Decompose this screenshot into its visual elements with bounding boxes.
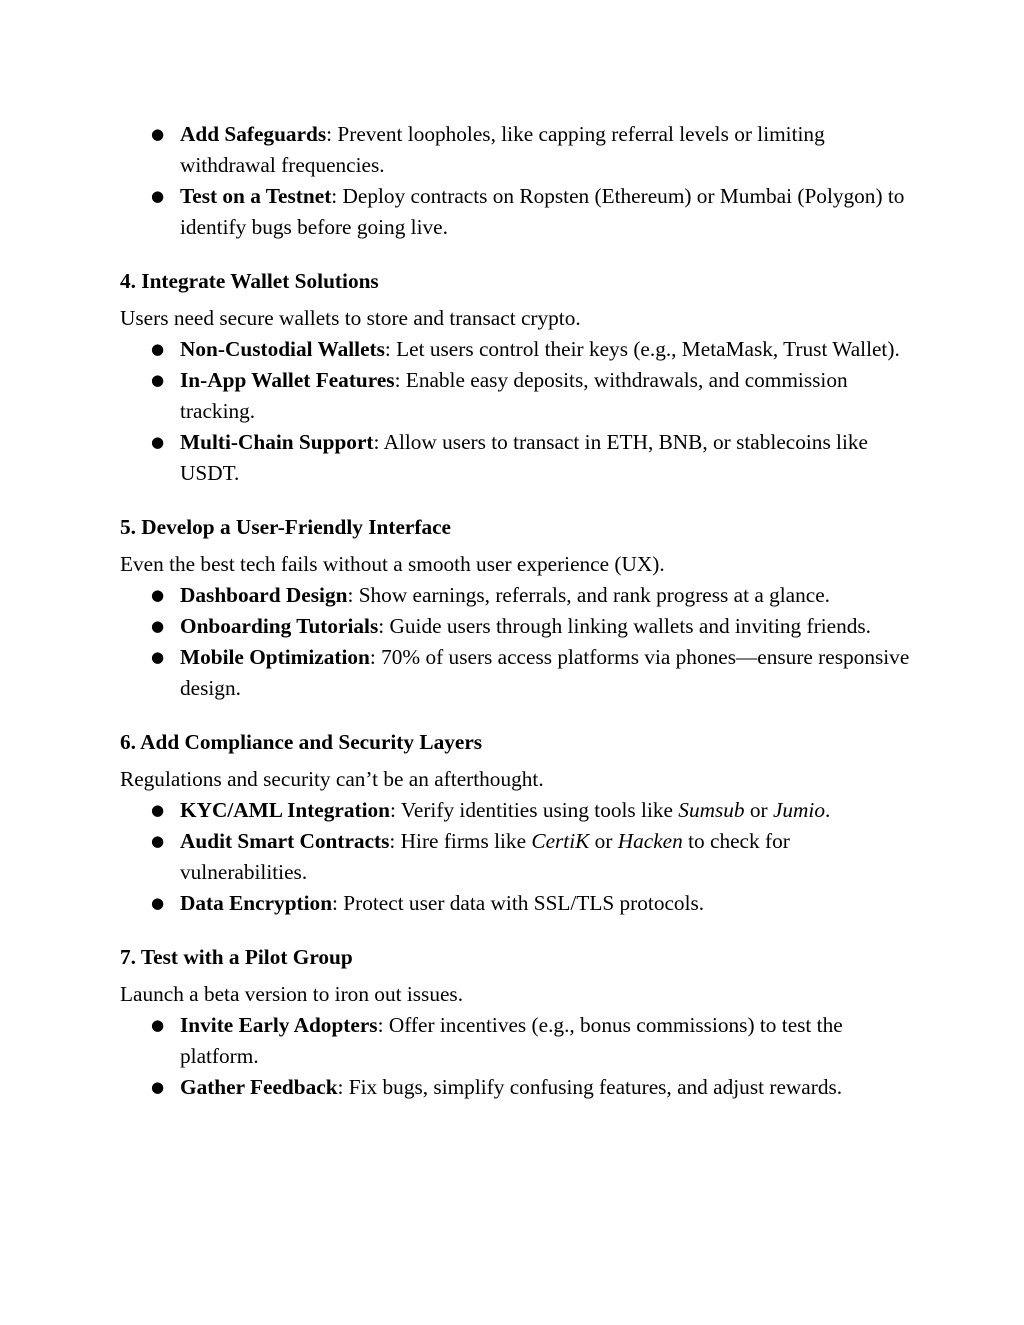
section-heading: 6. Add Compliance and Security Layers xyxy=(120,730,483,754)
bullet-text: : Protect user data with SSL/TLS protocols. xyxy=(332,891,705,915)
list-item xyxy=(120,1010,910,1072)
section-intro: Regulations and security can’t be an afterthought. xyxy=(120,767,544,791)
list-item xyxy=(120,181,910,243)
bullet-term: Invite Early Adopters xyxy=(180,1013,378,1037)
bullet-term: Non-Custodial Wallets xyxy=(180,337,385,361)
bullet-term: Gather Feedback xyxy=(180,1075,338,1099)
list-item xyxy=(120,119,910,181)
bullet-icon: ● xyxy=(151,586,165,604)
bullet-icon: ● xyxy=(151,894,165,912)
bullet-icon: ● xyxy=(151,648,165,666)
firm-name: Hacken xyxy=(617,829,683,853)
bullet-text: : Deploy contracts on Ropsten (Ethereum) or Mumbai (Polygon) to identify bugs before going live. xyxy=(180,184,905,239)
bullet-icon: ● xyxy=(151,125,165,143)
bullet-list xyxy=(120,1010,910,1103)
tool-name: Sumsub xyxy=(678,798,745,822)
bullet-text: : Enable easy deposits, withdrawals, and commission tracking. xyxy=(180,368,848,423)
bullet-list xyxy=(120,795,910,919)
section-pilot-group xyxy=(120,942,910,1103)
bullet-text: : Verify identities using tools like xyxy=(390,798,679,822)
bullet-list xyxy=(120,580,910,704)
bullet-icon: ● xyxy=(151,1078,165,1096)
bullet-text: or xyxy=(744,798,773,822)
bullet-text: : Hire firms like xyxy=(389,829,532,853)
firm-name: CertiK xyxy=(531,829,590,853)
bullet-text: : Prevent loopholes, like capping referral levels or limiting withdrawal frequencies. xyxy=(180,122,825,177)
bullet-term: Mobile Optimization xyxy=(180,645,370,669)
section-heading: 5. Develop a User-Friendly Interface xyxy=(120,515,451,539)
bullet-term: Add Safeguards xyxy=(180,122,327,146)
bullet-term: In-App Wallet Features xyxy=(180,368,395,392)
bullet-icon: ● xyxy=(151,617,165,635)
bullet-text: to check for vulnerabilities. xyxy=(180,829,790,884)
bullet-icon: ● xyxy=(151,801,165,819)
tool-name: Jumio xyxy=(772,798,825,822)
section-wallet-solutions xyxy=(120,266,910,489)
bullet-term: Audit Smart Contracts xyxy=(180,829,390,853)
bullet-text: or xyxy=(589,829,618,853)
bullet-icon: ● xyxy=(151,433,165,451)
section-heading: 4. Integrate Wallet Solutions xyxy=(120,269,379,293)
top-bullet-list xyxy=(120,119,910,243)
section-intro: Even the best tech fails without a smooth user experience (UX). xyxy=(120,552,665,576)
bullet-text: : Offer incentives (e.g., bonus commissions) to test the platform. xyxy=(180,1013,843,1068)
list-item xyxy=(120,888,910,919)
bullet-text: : 70% of users access platforms via phones—ensure responsive design. xyxy=(180,645,910,700)
list-item xyxy=(120,826,910,888)
bullet-term: Onboarding Tutorials xyxy=(180,614,379,638)
bullet-term: Test on a Testnet xyxy=(180,184,332,208)
section-intro: Launch a beta version to iron out issues. xyxy=(120,982,464,1006)
bullet-text: : Allow users to transact in ETH, BNB, or stablecoins like USDT. xyxy=(180,430,868,485)
list-item xyxy=(120,580,910,611)
list-item xyxy=(120,427,910,489)
list-item xyxy=(120,642,910,704)
bullet-text: . xyxy=(825,798,831,822)
bullet-text: : Let users control their keys (e.g., MetaMask, Trust Wallet). xyxy=(384,337,900,361)
bullet-term: KYC/AML Integration xyxy=(180,798,391,822)
section-heading: 7. Test with a Pilot Group xyxy=(120,945,353,969)
bullet-icon: ● xyxy=(151,832,165,850)
list-item xyxy=(120,334,910,365)
bullet-term: Dashboard Design xyxy=(180,583,348,607)
bullet-icon: ● xyxy=(151,187,165,205)
bullet-icon: ● xyxy=(151,371,165,389)
section-intro: Users need secure wallets to store and transact crypto. xyxy=(120,306,581,330)
list-item xyxy=(120,365,910,427)
bullet-icon: ● xyxy=(151,340,165,358)
section-compliance-security xyxy=(120,727,910,919)
document-content xyxy=(120,119,910,1103)
bullet-term: Multi-Chain Support xyxy=(180,430,374,454)
bullet-list xyxy=(120,334,910,489)
list-item xyxy=(120,611,910,642)
bullet-text: : Fix bugs, simplify confusing features, and adjust rewards. xyxy=(337,1075,843,1099)
section-user-interface xyxy=(120,512,910,704)
bullet-icon: ● xyxy=(151,1016,165,1034)
list-item xyxy=(120,795,910,826)
bullet-text: : Guide users through linking wallets and inviting friends. xyxy=(378,614,871,638)
list-item xyxy=(120,1072,910,1103)
bullet-text: : Show earnings, referrals, and rank progress at a glance. xyxy=(347,583,831,607)
bullet-term: Data Encryption xyxy=(180,891,333,915)
